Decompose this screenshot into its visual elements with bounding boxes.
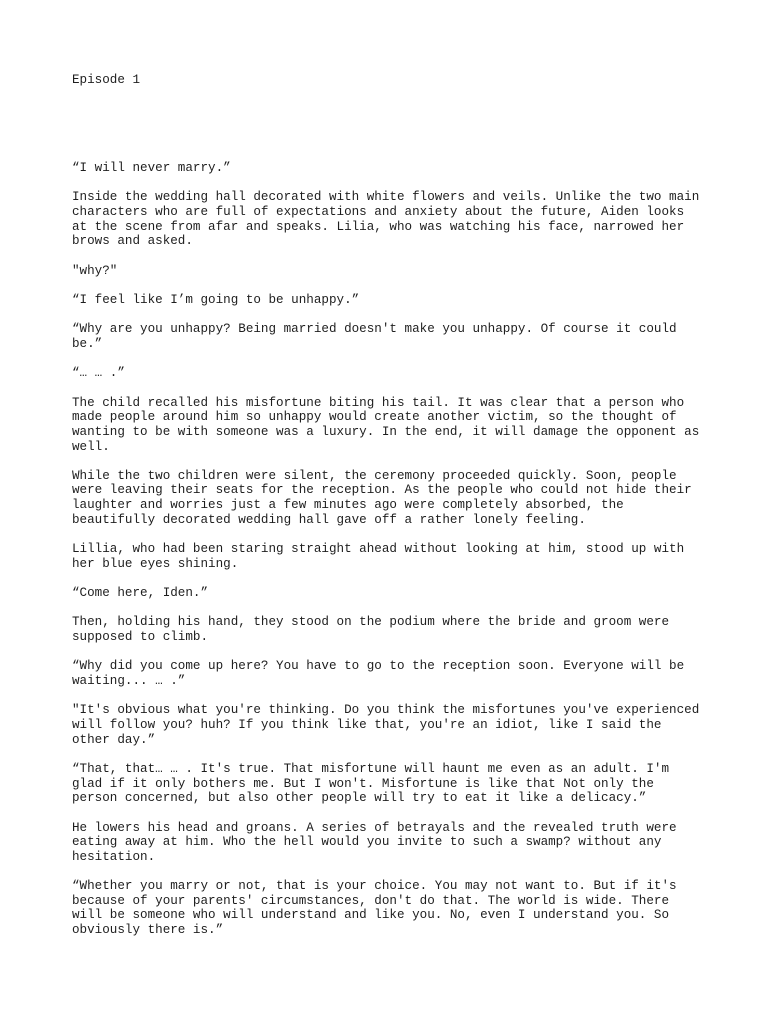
paragraph: Inside the wedding hall decorated with white flowers and veils. Unlike the two main characters who are full of expectations and anxiety about the future, Aiden looks at the scene from afar and speaks. Lilia, who was watching his face, narrowed her brows and asked. bbox=[72, 190, 700, 249]
paragraph: “… … .” bbox=[72, 366, 125, 381]
paragraph: "It's obvious what you're thinking. Do you think the misfortunes you've experienced will follow you? huh? If you think like that, you're an idiot, like I said the other day.” bbox=[72, 703, 700, 747]
paragraph: While the two children were silent, the ceremony proceeded quickly. Soon, people were leaving their seats for the reception. As the people who could not hide their laughter and worries just a few minutes ago were completely absorbed, the beautifully decorated wedding hall gave off a rather lonely feeling. bbox=[72, 468, 692, 527]
episode-heading: Episode 1 bbox=[72, 73, 141, 87]
paragraph: "why?" bbox=[72, 263, 118, 278]
paragraph: “I will never marry.” bbox=[72, 161, 231, 175]
paragraph: Then, holding his hand, they stood on the podium where the bride and groom were supposed to climb. bbox=[72, 615, 670, 645]
paragraph: “Why did you come up here? You have to go to the reception soon. Everyone will be waiting... … .” bbox=[72, 659, 685, 689]
paragraph: “Whether you marry or not, that is your choice. You may not want to. But if it's because of your parents' circumstances, don't do that. The world is wide. There will be someone who will understand and like you. No, even I understand you. So obviously there is.” bbox=[72, 879, 677, 937]
paragraph: “That, that… … . It's true. That misfortune will haunt me even as an adult. I'm glad if it only bothers me. But I won't. Misfortune is like that Not only the person concerned, but also other people will try to eat it like a delicacy.” bbox=[72, 761, 670, 806]
paragraph: Lillia, who had been staring straight ahead without looking at him, stood up with her blue eyes shining. bbox=[72, 542, 685, 571]
story-body bbox=[72, 161, 702, 952]
paragraph: “Come here, Iden.” bbox=[72, 586, 209, 601]
paragraph: “I feel like I’m going to be unhappy.” bbox=[72, 292, 360, 307]
paragraph: “Why are you unhappy? Being married doesn't make you unhappy. Of course it could be.” bbox=[72, 322, 677, 351]
paragraph: The child recalled his misfortune biting his tail. It was clear that a person who made people around him so unhappy would create another victim, so the thought of wanting to be with someone was a luxury. In the end, it will damage the opponent as well. bbox=[72, 395, 700, 454]
paragraph: He lowers his head and groans. A series of betrayals and the revealed truth were eating away at him. Who the hell would you invite to such a swamp? without any hesitation. bbox=[72, 820, 677, 864]
